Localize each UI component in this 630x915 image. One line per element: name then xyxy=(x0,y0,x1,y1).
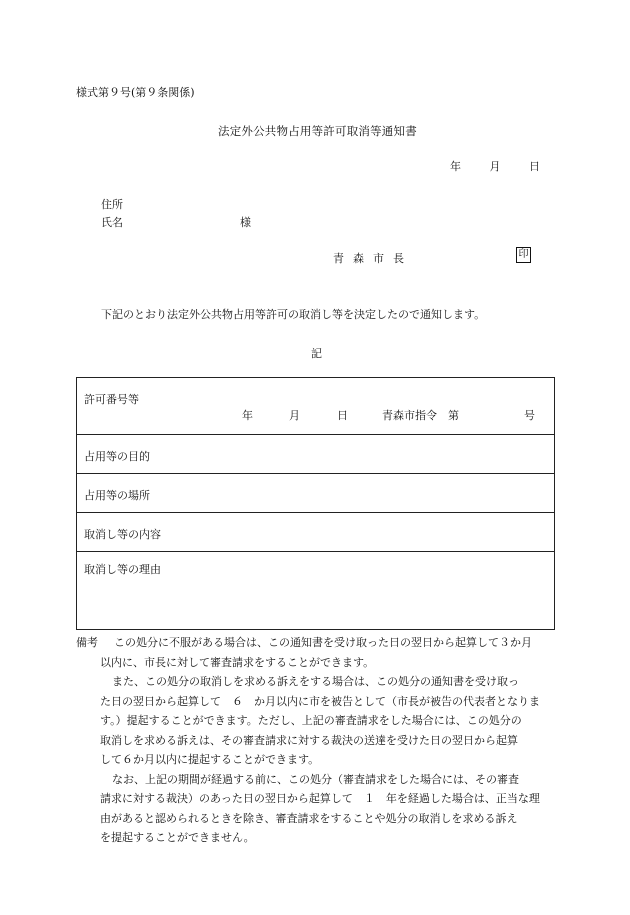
table-row-permit xyxy=(77,378,554,435)
details-table xyxy=(76,377,555,630)
table-row-content xyxy=(77,512,554,552)
remarks-line: す。）提起することができます。ただし、上記の審査請求をした場合には、この処分の xyxy=(100,714,522,727)
permit-directive: 青森市指令 第 xyxy=(382,409,459,422)
remarks-line: 取消しを求める訴えは、その審査請求に対する裁決の送達を受けた日の翌日から起算 xyxy=(100,733,518,747)
permit-number-suffix: 号 xyxy=(524,409,535,422)
table-row-place xyxy=(77,473,554,513)
remarks-heading: 備考 xyxy=(76,636,98,649)
remarks-line: なお、上記の期間が経過する前に、この処分（審査請求をした場合には、その審査 xyxy=(112,772,519,786)
date-year: 年 xyxy=(450,160,461,173)
ki-heading: 記 xyxy=(311,347,322,360)
remarks-line: また、この処分の取消しを求める訴えをする場合は、この処分の通知書を受け取っ xyxy=(112,675,519,688)
remarks-section xyxy=(76,633,560,848)
remarks-line: して６か月以内に提起することができます。 xyxy=(100,753,320,766)
remarks-line: を提起することができません。 xyxy=(100,831,255,844)
date-line xyxy=(450,158,540,174)
remarks-line: た日の翌日から起算して ６ か月以内に市を被告として（市長が被告の代表者となりま xyxy=(100,694,540,708)
document-title: 法定外公共物占用等許可取消等通知書 xyxy=(218,124,417,138)
honorific: 様 xyxy=(240,216,251,229)
issuer-mayor: 青森市長 xyxy=(333,252,413,265)
remarks-line: 備考 この処分に不服がある場合は、この通知書を受け取った日の翌日から起算して３か月 xyxy=(76,633,560,653)
remarks-line: 請求に対する裁決）のあった日の翌日から起算して １ 年を経過した場合は、正当な理 xyxy=(100,792,540,805)
reason-label: 取消し等の理由 xyxy=(84,563,161,576)
permit-label: 許可番号等 xyxy=(84,393,139,406)
remarks-line: 由があると認められるときを除き、審査請求をすることや処分の取消しを求める訴え xyxy=(100,811,518,825)
purpose-label: 占用等の目的 xyxy=(84,450,150,463)
seal-mark: 印 xyxy=(516,247,531,263)
name-label: 氏名 xyxy=(101,216,123,229)
date-month: 月 xyxy=(489,160,501,173)
intro-text: 下記のとおり法定外公共物占用等許可の取消し等を決定したので通知します。 xyxy=(101,308,486,321)
content-label: 取消し等の内容 xyxy=(84,528,161,541)
remarks-line: 以内に、市長に対して審査請求をすることができます。 xyxy=(100,655,375,669)
permit-year: 年 xyxy=(242,409,253,422)
address-label: 住所 xyxy=(101,198,123,211)
date-day: 日 xyxy=(529,160,540,173)
form-label: 様式第９号(第９条関係) xyxy=(76,86,195,99)
permit-day: 日 xyxy=(337,409,348,422)
table-row-reason xyxy=(77,551,554,630)
permit-month: 月 xyxy=(289,409,300,422)
place-label: 占用等の場所 xyxy=(84,489,150,502)
table-row-purpose xyxy=(77,434,554,474)
